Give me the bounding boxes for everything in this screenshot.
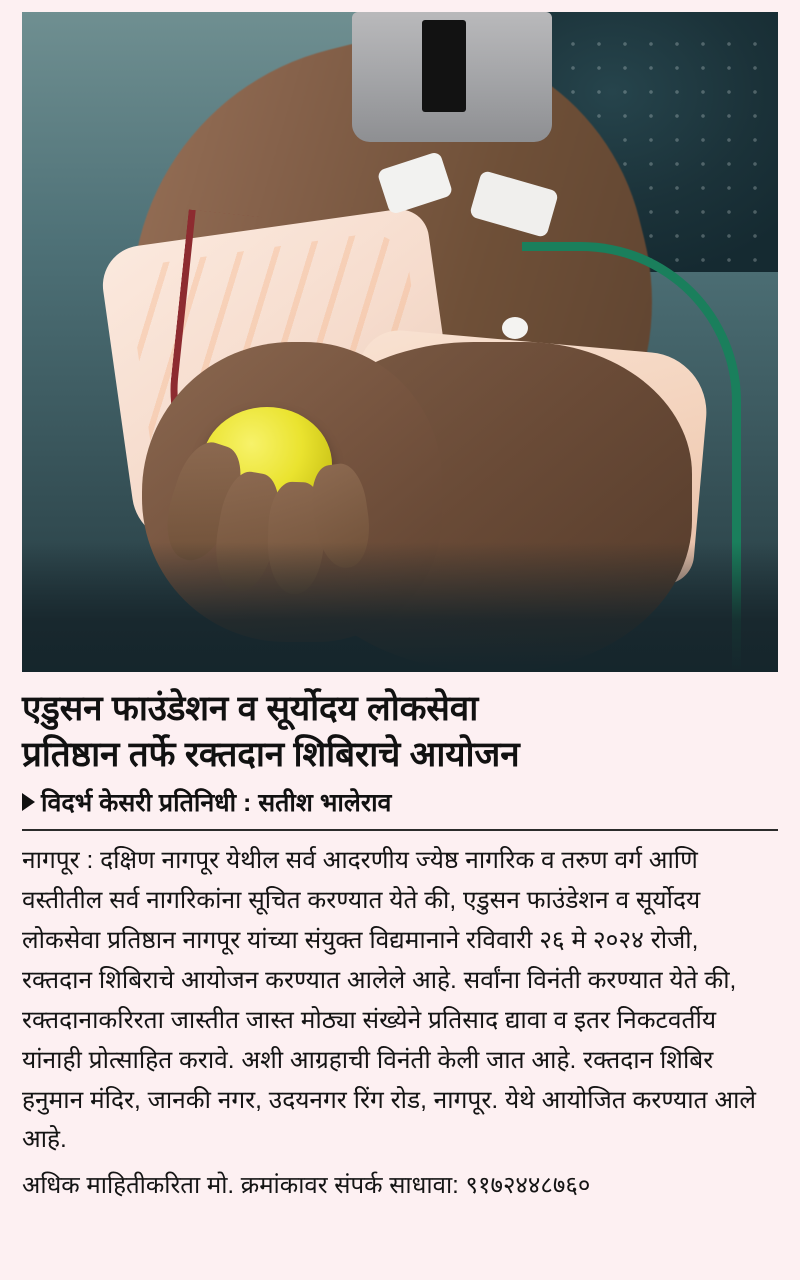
- article-body: नागपूर : दक्षिण नागपूर येथील सर्व आदरणीय ज्येष्ठ नागरिक व तरुण वर्ग आणि वस्तीतील सर्व नागरिकांना सूचित करण्यात येते की, एडुसन फाउंडेशन व सूर्योदय लोकसेवा प्रतिष्ठान नागपूर यांच्या संयुक्त विद्यमानाने रविवारी २६ मे २०२४ रोजी, रक्तदान शिबिराचे आयोजन करण्यात आलेले आहे. सर्वांना विनंती करण्यात येते की, रक्तदानाकरिरता जास्तीत जास्त मोठ्या संख्येने प्रतिसाद द्यावा व इतर निकटवर्तीय यांनाही प्रोत्साहित करावे. अशी आग्रहाची विनंती केली जात आहे. रक्तदान शिबिर हनुमान मंदिर, जानकी नगर, उदयनगर रिंग रोड, नागपूर. येथे आयोजित करण्यात आले आहे.: [22, 847, 756, 1154]
- photo-bottom-shadow: [22, 542, 778, 672]
- article-content: [22, 686, 778, 1228]
- triangle-bullet-icon: [22, 793, 35, 811]
- article-photo: [22, 12, 778, 672]
- photo-canvas: [22, 12, 778, 672]
- article-byline: [22, 785, 778, 819]
- header-divider: [22, 829, 778, 831]
- article-contact: अधिक माहितीकरिता मो. क्रमांकावर संपर्क साधावा: ९१७२४४८७६०: [22, 1172, 591, 1200]
- photo-cuff-strap: [422, 20, 466, 112]
- article-headline: [22, 686, 778, 777]
- byline-text: विदर्भ केसरी प्रतिनिधी : सतीश भालेराव: [41, 789, 392, 817]
- photo-cotton-swab: [502, 317, 528, 339]
- headline-line-1: एडुसन फाउंडेशन व सूर्योदय लोकसेवा: [22, 689, 479, 728]
- headline-line-2: प्रतिष्ठान तर्फे रक्तदान शिबिराचे आयोजन: [22, 734, 520, 774]
